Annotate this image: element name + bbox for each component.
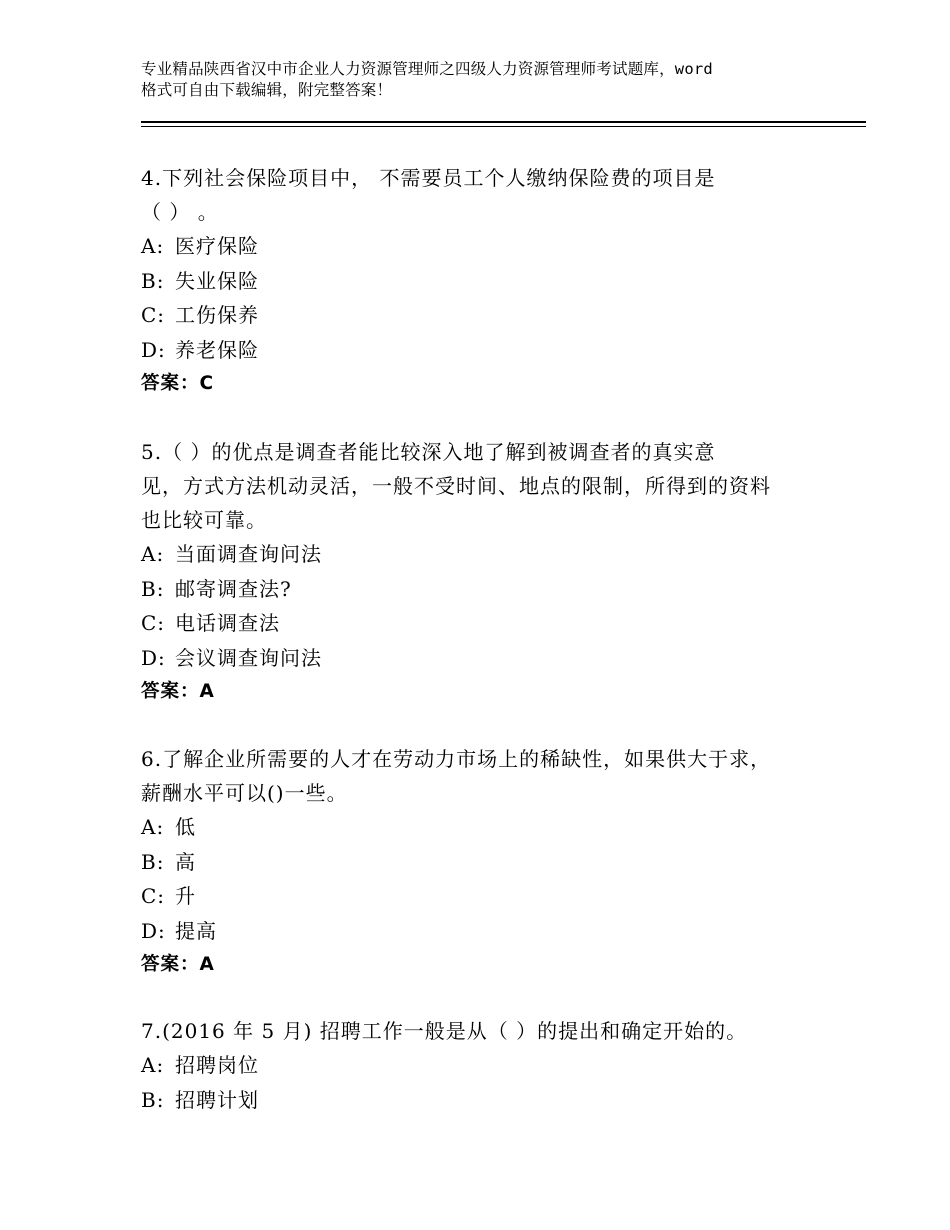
option-text: 招聘计划 bbox=[175, 1087, 259, 1112]
option-text: 医疗保险 bbox=[175, 234, 259, 258]
document-header bbox=[141, 59, 841, 101]
header-divider-thick bbox=[141, 121, 866, 123]
option-letter: D: bbox=[141, 918, 166, 943]
option-text: 招聘岗位 bbox=[175, 1053, 259, 1077]
option-d bbox=[141, 914, 821, 949]
option-c bbox=[141, 298, 821, 333]
option-text: 失业保险 bbox=[175, 268, 259, 293]
question-6 bbox=[141, 742, 821, 982]
option-letter: D: bbox=[141, 337, 166, 362]
option-letter: D: bbox=[141, 645, 166, 670]
option-letter: C: bbox=[141, 303, 166, 327]
question-text-line: （ ） 。 bbox=[141, 200, 219, 224]
question-text-line: 也比较可靠。 bbox=[141, 508, 267, 532]
option-text: 提高 bbox=[175, 918, 217, 943]
question-text-line: 4.下列社会保险项目中， 不需要员工个人缴纳保险费的项目是 bbox=[141, 166, 716, 190]
option-letter: B: bbox=[141, 1087, 165, 1112]
option-text: 升 bbox=[175, 884, 196, 908]
answer-label: 答案：A bbox=[141, 681, 215, 702]
option-letter: A: bbox=[141, 234, 165, 258]
option-b bbox=[141, 845, 821, 880]
option-text: 养老保险 bbox=[175, 337, 259, 362]
option-text: 会议调查询问法 bbox=[175, 645, 322, 670]
option-letter: B: bbox=[141, 268, 165, 293]
question-4 bbox=[141, 161, 821, 401]
option-a bbox=[141, 1048, 821, 1083]
answer-label: 答案：C bbox=[141, 373, 215, 394]
option-letter: B: bbox=[141, 849, 165, 874]
question-text-line: 见，方式方法机动灵活，一般不受时间、地点的限制，所得到的资料 bbox=[141, 474, 771, 498]
question-text-line: 7.(2016 年 5 月) 招聘工作一般是从（ ）的提出和确定开始的。 bbox=[141, 1019, 748, 1043]
option-b bbox=[141, 1083, 821, 1118]
question-text-line: 薪酬水平可以()一些。 bbox=[141, 781, 348, 805]
option-letter: C: bbox=[141, 611, 166, 635]
option-text: 当面调查询问法 bbox=[175, 542, 322, 566]
option-b bbox=[141, 572, 821, 607]
option-a bbox=[141, 810, 821, 845]
option-letter: A: bbox=[141, 1053, 165, 1077]
option-text: 电话调查法 bbox=[175, 611, 280, 635]
option-c bbox=[141, 879, 821, 914]
option-text: 邮寄调查法? bbox=[175, 576, 292, 601]
option-letter: A: bbox=[141, 815, 165, 839]
option-text: 高 bbox=[175, 849, 196, 874]
option-letter: B: bbox=[141, 576, 165, 601]
option-text: 低 bbox=[175, 815, 196, 839]
option-c bbox=[141, 606, 821, 641]
option-d bbox=[141, 333, 821, 368]
option-a bbox=[141, 229, 821, 264]
question-text-line: 6.了解企业所需要的人才在劳动力市场上的稀缺性，如果供大于求， bbox=[141, 747, 772, 771]
header-divider-thin bbox=[141, 126, 866, 127]
option-b bbox=[141, 264, 821, 299]
question-5 bbox=[141, 435, 821, 709]
option-letter: A: bbox=[141, 542, 165, 566]
option-a bbox=[141, 537, 821, 572]
option-text: 工伤保养 bbox=[175, 303, 259, 327]
option-letter: C: bbox=[141, 884, 166, 908]
header-line-2: 格式可自由下载编辑，附完整答案！ bbox=[141, 81, 393, 99]
option-d bbox=[141, 641, 821, 676]
question-7 bbox=[141, 1014, 821, 1117]
question-text-line: 5.（ ）的优点是调查者能比较深入地了解到被调查者的真实意 bbox=[141, 440, 716, 464]
answer-label: 答案：A bbox=[141, 954, 215, 975]
header-line-1: 专业精品陕西省汉中市企业人力资源管理师之四级人力资源管理师考试题库，word bbox=[141, 60, 713, 78]
